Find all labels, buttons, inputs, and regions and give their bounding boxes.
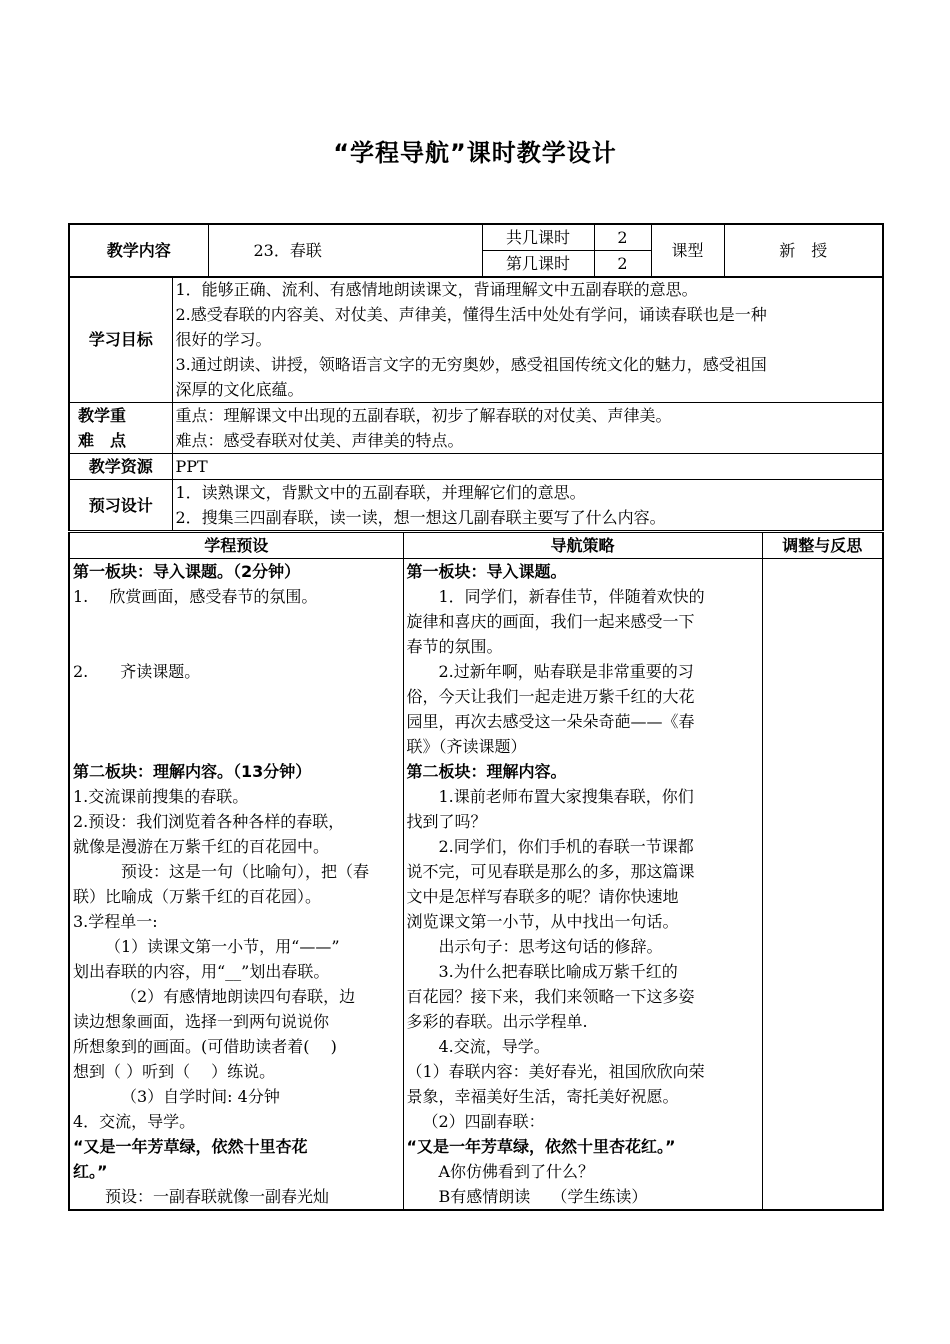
total-periods-label: 共几课时 [482, 224, 594, 251]
left-column-header: 学程预设 [69, 533, 403, 559]
student-plan-line: 2.预设：我们浏览着各种各样的春联， [73, 812, 345, 831]
goal-line: 1．能够正确、流利、有感情地朗读课文，背诵理解文中五副春联的意思。 [175, 280, 698, 299]
student-plan-line: 第一板块：导入课题。（2分钟） [73, 562, 301, 581]
student-plan-line [73, 734, 400, 759]
teaching-strategy-line: A你仿佛看到了什么？ [438, 1162, 595, 1181]
teaching-strategy-line: 2.同学们，你们手机的春联一节课都 [438, 837, 694, 856]
teaching-strategy-line: 2.过新年啊，贴春联是非常重要的习 [438, 662, 694, 681]
teaching-strategy-line: “又是一年芳草绿，依然十里杏花红。” [406, 1137, 676, 1156]
content-label: 教学内容 [69, 224, 208, 277]
student-plan-line: 预设：一副春联就像一副春光灿 [105, 1187, 330, 1206]
student-plan-line: 想到（ ）听到（ ）练说。 [73, 1062, 276, 1081]
resources-value: PPT [172, 454, 883, 480]
info-table [68, 276, 884, 531]
goal-line: 3.通过朗读、讲授，领略语言文字的无穷奥妙，感受祖国传统文化的魅力，感受祖国 [175, 355, 767, 374]
goal-line: 2.感受春联的内容美、对仗美、声律美，懂得生活中处处有学问，诵读春联也是一种 [175, 305, 767, 324]
type-label: 课型 [651, 224, 724, 277]
middle-column-content [403, 559, 762, 1211]
teaching-strategy-line: 4.交流，导学。 [438, 1037, 550, 1056]
difficulty-text: 难点：感受春联对仗美、声律美的特点。 [175, 431, 464, 450]
goals-label: 学习目标 [69, 277, 172, 403]
student-plan-line: 4．交流，导学。 [73, 1112, 196, 1131]
teaching-strategy-line: 3.为什么把春联比喻成万紫千红的 [438, 962, 678, 981]
student-plan-line [73, 609, 400, 634]
student-plan-line: 预设：这是一句（比喻句），把（春 [121, 862, 370, 881]
teaching-strategy-line: 旋律和喜庆的画面，我们一起来感受一下 [406, 612, 695, 631]
teaching-strategy-line: 文中是怎样写春联多的呢？请你快速地 [406, 887, 679, 906]
teaching-strategy-line: 浏览课文第一小节，从中找出一句话。 [406, 912, 679, 931]
current-period-label: 第几课时 [482, 251, 594, 278]
right-column-header: 调整与反思 [762, 533, 883, 559]
teaching-strategy-line: 春节的氛围。 [406, 637, 503, 656]
student-plan-line: 读边想象画面，选择一到两句说说你 [73, 1012, 330, 1031]
goal-line: 很好的学习。 [175, 330, 272, 349]
type-value: 新 授 [724, 224, 883, 277]
student-plan-line: 红。” [73, 1162, 108, 1181]
header-table [68, 223, 884, 278]
content-value: 23．春联 [208, 224, 482, 277]
student-plan-line: 就像是漫游在万紫千红的百花园中。 [73, 837, 330, 856]
teaching-strategy-line: （1）春联内容：美好春光，祖国欣欣向荣 [406, 1062, 705, 1081]
student-plan-line: （3）自学时间: 4分钟 [121, 1087, 280, 1106]
student-plan-line: 2. 齐读课题。 [73, 662, 201, 681]
middle-column-header: 导航策略 [403, 533, 762, 559]
teaching-strategy-line: 多彩的春联。出示学程单. [406, 1012, 588, 1031]
teaching-strategy-line: 第二板块：理解内容。 [406, 762, 567, 781]
focus-text: 重点：理解课文中出现的五副春联，初步了解春联的对仗美、声律美。 [175, 406, 672, 425]
student-plan-line: （1）读课文第一小节，用“——” [105, 937, 340, 956]
student-plan-line: 划出春联的内容，用“__”划出春联。 [73, 962, 330, 981]
left-column-content [69, 559, 403, 1211]
current-period-value: 2 [594, 251, 651, 278]
preview-label: 预习设计 [69, 480, 172, 531]
student-plan-line: “又是一年芳草绿，依然十里杏花 [73, 1137, 308, 1156]
teaching-strategy-line: 园里，再次去感受这一朵朵奇葩——《春 [406, 712, 695, 731]
total-periods-value: 2 [594, 224, 651, 251]
student-plan-line: 所想象到的画面。(可借助读者着( ) [73, 1037, 337, 1056]
goal-line: 深厚的文化底蕴。 [175, 380, 304, 399]
lesson-table [68, 532, 884, 1211]
key-points-content [172, 403, 883, 454]
teaching-strategy-line: 找到了吗？ [406, 812, 487, 831]
teaching-strategy-line: 百花园？接下来，我们来领略一下这多姿 [406, 987, 695, 1006]
preview-line: 2．搜集三四副春联，读一读，想一想这几副春联主要写了什么内容。 [175, 508, 666, 527]
teaching-strategy-line: 说不完，可见春联是那么的多，那这篇课 [406, 862, 695, 881]
reflection-column-content [762, 559, 883, 1211]
student-plan-line: 3.学程单一: [73, 912, 158, 931]
resources-label: 教学资源 [69, 454, 172, 480]
teaching-strategy-line: （2）四副春联： [422, 1112, 545, 1131]
student-plan-line: （2）有感情地朗读四句春联，边 [121, 987, 356, 1006]
teaching-strategy-line: 景象，幸福美好生活，寄托美好祝愿。 [406, 1087, 679, 1106]
student-plan-line: 1. 欣赏画面，感受春节的氛围。 [73, 587, 318, 606]
teaching-strategy-line: B有感情朗读 （学生练读） [438, 1187, 648, 1206]
student-plan-line [73, 709, 400, 734]
teaching-strategy-line: 俗，今天让我们一起走进万紫千红的大花 [406, 687, 695, 706]
student-plan-line [73, 634, 400, 659]
key-points-label: 教学重 难 点 [69, 403, 172, 454]
teaching-strategy-line: 第一板块：导入课题。 [406, 562, 567, 581]
student-plan-line: 1.交流课前搜集的春联。 [73, 787, 249, 806]
teaching-strategy-line: 联》（齐读课题） [406, 737, 527, 756]
page-title: “学程导航”课时教学设计 [333, 139, 617, 167]
teaching-strategy-line: 1.课前老师布置大家搜集春联，你们 [438, 787, 694, 806]
student-plan-line: 联）比喻成（万紫千红的百花园）。 [73, 887, 322, 906]
teaching-strategy-line: 出示句子：思考这句话的修辞。 [438, 937, 663, 956]
preview-line: 1．读熟课文，背默文中的五副春联，并理解它们的意思。 [175, 483, 586, 502]
preview-content [172, 480, 883, 531]
student-plan-line [73, 684, 400, 709]
teaching-strategy-line: 1．同学们，新春佳节，伴随着欢快的 [438, 587, 705, 606]
student-plan-line: 第二板块：理解内容。（13分钟） [73, 762, 312, 781]
goals-content [172, 277, 883, 403]
